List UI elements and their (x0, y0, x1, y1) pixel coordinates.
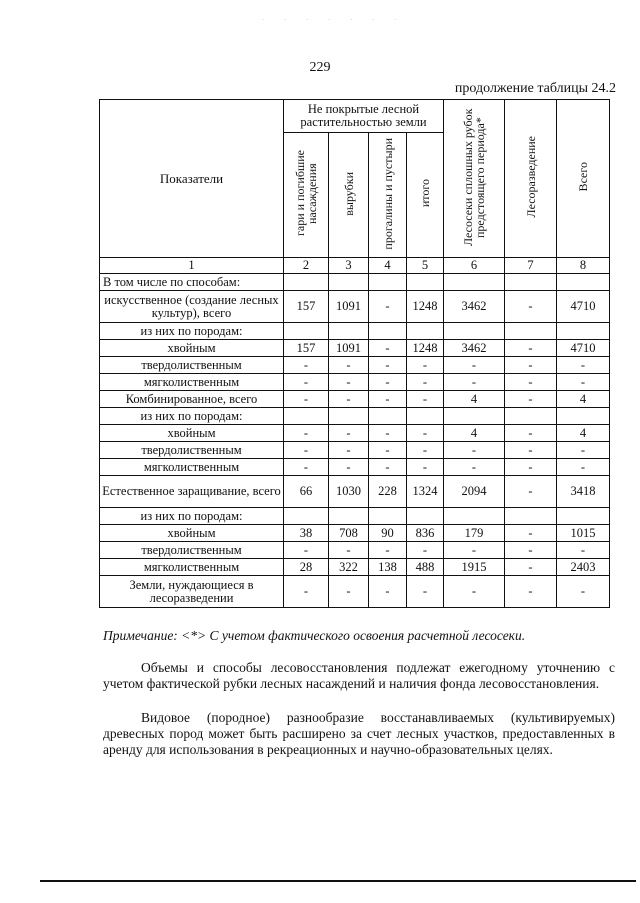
cell-value: - (505, 576, 557, 608)
cell-value: - (505, 374, 557, 391)
cell-value (444, 323, 505, 340)
cell-value: 4710 (557, 340, 610, 357)
cell-value: 1324 (407, 476, 444, 508)
header-col-8: Всего (557, 100, 610, 258)
row-label: твердолиственным (100, 357, 284, 374)
cell-value: - (444, 374, 505, 391)
cell-value (444, 508, 505, 525)
col-number: 8 (557, 258, 610, 274)
cell-value: 322 (329, 559, 369, 576)
cell-value: - (444, 357, 505, 374)
cell-value (284, 323, 329, 340)
header-col-3: вырубки (329, 133, 369, 258)
cell-value: - (329, 425, 369, 442)
cell-value: 708 (329, 525, 369, 542)
cell-value (369, 408, 407, 425)
cell-value: - (369, 374, 407, 391)
row-label: твердолиственным (100, 442, 284, 459)
table-row (100, 374, 610, 391)
cell-value (505, 408, 557, 425)
cell-value (329, 323, 369, 340)
cell-value: - (407, 391, 444, 408)
cell-value: - (407, 542, 444, 559)
row-label: из них по породам: (100, 508, 284, 525)
row-label: Комбинированное, всего (100, 391, 284, 408)
cell-value (407, 408, 444, 425)
cell-value: - (369, 291, 407, 323)
cell-value: - (369, 357, 407, 374)
cell-value: - (369, 425, 407, 442)
cell-value (557, 274, 610, 291)
cell-value: - (329, 357, 369, 374)
cell-value (284, 508, 329, 525)
row-label: твердолиственным (100, 542, 284, 559)
header-col-5: итого (407, 133, 444, 258)
cell-value: - (369, 576, 407, 608)
cell-value (369, 323, 407, 340)
cell-value (329, 408, 369, 425)
cell-value: - (407, 374, 444, 391)
cell-value: - (505, 340, 557, 357)
row-label: из них по породам: (100, 323, 284, 340)
cell-value: - (505, 542, 557, 559)
cell-value: - (284, 576, 329, 608)
table-row (100, 559, 610, 576)
paragraph-2: Видовое (породное) разнообразие восстанавливаемых (культивируемых) древесных пород может быть расширено за счет лесных участков, предоставленных в аренду для использования в рекреационных и научно-образовательных целях. (103, 710, 615, 757)
row-label: хвойным (100, 525, 284, 542)
cell-value: 1091 (329, 291, 369, 323)
cell-value: - (505, 442, 557, 459)
cell-value: 3418 (557, 476, 610, 508)
cell-value: 4 (557, 391, 610, 408)
row-label: искусственное (создание лесных культур), всего (100, 291, 284, 323)
cell-value (557, 408, 610, 425)
table-row (100, 442, 610, 459)
cell-value: 1030 (329, 476, 369, 508)
page-number: 229 (309, 60, 331, 75)
table-row (100, 576, 610, 608)
cell-value: - (284, 425, 329, 442)
header-group-unforested: Не покрытые лесной растительностью земли (284, 100, 444, 133)
cell-value: 4 (557, 425, 610, 442)
cell-value: - (407, 576, 444, 608)
header-col-4: прогалины и пустыри (369, 133, 407, 258)
cell-value: - (407, 459, 444, 476)
cell-value: 4 (444, 391, 505, 408)
cell-value: - (557, 442, 610, 459)
cell-value: - (369, 442, 407, 459)
cell-value: 2094 (444, 476, 505, 508)
table-row (100, 391, 610, 408)
cell-value: - (329, 391, 369, 408)
table-row (100, 291, 610, 323)
cell-value (369, 274, 407, 291)
data-table (99, 99, 610, 608)
cell-value: - (407, 425, 444, 442)
cell-value (505, 323, 557, 340)
cell-value: 90 (369, 525, 407, 542)
cell-value (329, 508, 369, 525)
cell-value: - (505, 291, 557, 323)
footer-divider (40, 880, 636, 882)
cell-value: - (284, 391, 329, 408)
cell-value: 1091 (329, 340, 369, 357)
cell-value: - (444, 542, 505, 559)
cell-value (329, 274, 369, 291)
table-row (100, 323, 610, 340)
cell-value: 1015 (557, 525, 610, 542)
cell-value (557, 508, 610, 525)
cell-value: 66 (284, 476, 329, 508)
table-note: Примечание: <*> С учетом фактического освоения расчетной лесосеки. (103, 628, 526, 643)
row-label: из них по породам: (100, 408, 284, 425)
cell-value: - (505, 559, 557, 576)
cell-value: 2403 (557, 559, 610, 576)
table-row (100, 459, 610, 476)
cell-value: - (284, 442, 329, 459)
row-label: В том числе по способам: (100, 274, 284, 291)
cell-value: - (284, 374, 329, 391)
cell-value: 228 (369, 476, 407, 508)
table-row (100, 340, 610, 357)
table-row (100, 408, 610, 425)
table-row (100, 425, 610, 442)
cell-value: 1248 (407, 340, 444, 357)
cell-value (444, 274, 505, 291)
paragraph-1: Объемы и способы лесовосстановления подлежат ежегодному уточнению с учетом фактической рубки лесных насаждений и наличия фонда лесовосстановления. (103, 660, 615, 691)
cell-value: - (557, 357, 610, 374)
cell-value (407, 508, 444, 525)
cell-value: - (329, 374, 369, 391)
cell-value: 4 (444, 425, 505, 442)
cell-value (505, 508, 557, 525)
cell-value: - (557, 576, 610, 608)
table-row (100, 357, 610, 374)
cell-value: - (369, 542, 407, 559)
table-continuation-label: продолжение таблицы 24.2 (454, 81, 616, 96)
cell-value (407, 323, 444, 340)
cell-value: - (557, 374, 610, 391)
cell-value: 138 (369, 559, 407, 576)
cell-value: 1915 (444, 559, 505, 576)
cell-value: - (505, 357, 557, 374)
cell-value: 836 (407, 525, 444, 542)
header-col-7: Лесоразведение (505, 100, 557, 258)
cell-value: - (284, 459, 329, 476)
cell-value: - (444, 576, 505, 608)
table-row (100, 525, 610, 542)
col-number: 2 (284, 258, 329, 274)
cell-value: - (284, 542, 329, 559)
cell-value: 28 (284, 559, 329, 576)
cell-value (284, 408, 329, 425)
cell-value: 4710 (557, 291, 610, 323)
row-label: хвойным (100, 425, 284, 442)
cell-value: - (369, 459, 407, 476)
cell-value: 179 (444, 525, 505, 542)
cell-value (444, 408, 505, 425)
col-number: 7 (505, 258, 557, 274)
cell-value (407, 274, 444, 291)
col-number: 4 (369, 258, 407, 274)
row-label: Земли, нуждающиеся в лесоразведении (100, 576, 284, 608)
cell-value: - (505, 425, 557, 442)
cell-value: - (557, 459, 610, 476)
cell-value: - (284, 357, 329, 374)
table-row (100, 542, 610, 559)
cell-value: - (505, 476, 557, 508)
cell-value: - (505, 459, 557, 476)
column-numbers-row (100, 258, 610, 274)
cell-value: - (444, 442, 505, 459)
header-indicators: Показатели (100, 100, 284, 258)
cell-value: - (369, 391, 407, 408)
cell-value: 488 (407, 559, 444, 576)
table-row (100, 476, 610, 508)
table-row (100, 508, 610, 525)
cell-value: - (505, 391, 557, 408)
scan-artifact: · · · · · · · (262, 16, 406, 24)
row-label: хвойным (100, 340, 284, 357)
col-number: 5 (407, 258, 444, 274)
cell-value: - (329, 459, 369, 476)
header-col-2: гари и погибшие насаждения (284, 133, 329, 258)
cell-value: - (329, 442, 369, 459)
cell-value: - (407, 357, 444, 374)
cell-value: - (329, 576, 369, 608)
cell-value: - (407, 442, 444, 459)
cell-value (284, 274, 329, 291)
header-col-6: Лесосеки сплошных рубок предстоящего периода* (444, 100, 505, 258)
col-number: 6 (444, 258, 505, 274)
cell-value: 3462 (444, 340, 505, 357)
row-label: Естественное заращивание, всего (100, 476, 284, 508)
cell-value: - (369, 340, 407, 357)
cell-value (505, 274, 557, 291)
col-number: 3 (329, 258, 369, 274)
table-row (100, 274, 610, 291)
col-number: 1 (100, 258, 284, 274)
cell-value: - (329, 542, 369, 559)
cell-value: - (444, 459, 505, 476)
row-label: мягколиственным (100, 559, 284, 576)
cell-value: 157 (284, 291, 329, 323)
cell-value: 157 (284, 340, 329, 357)
cell-value (557, 323, 610, 340)
cell-value (369, 508, 407, 525)
cell-value: - (557, 542, 610, 559)
row-label: мягколиственным (100, 459, 284, 476)
cell-value: 38 (284, 525, 329, 542)
row-label: мягколиственным (100, 374, 284, 391)
cell-value: 1248 (407, 291, 444, 323)
cell-value: 3462 (444, 291, 505, 323)
cell-value: - (505, 525, 557, 542)
